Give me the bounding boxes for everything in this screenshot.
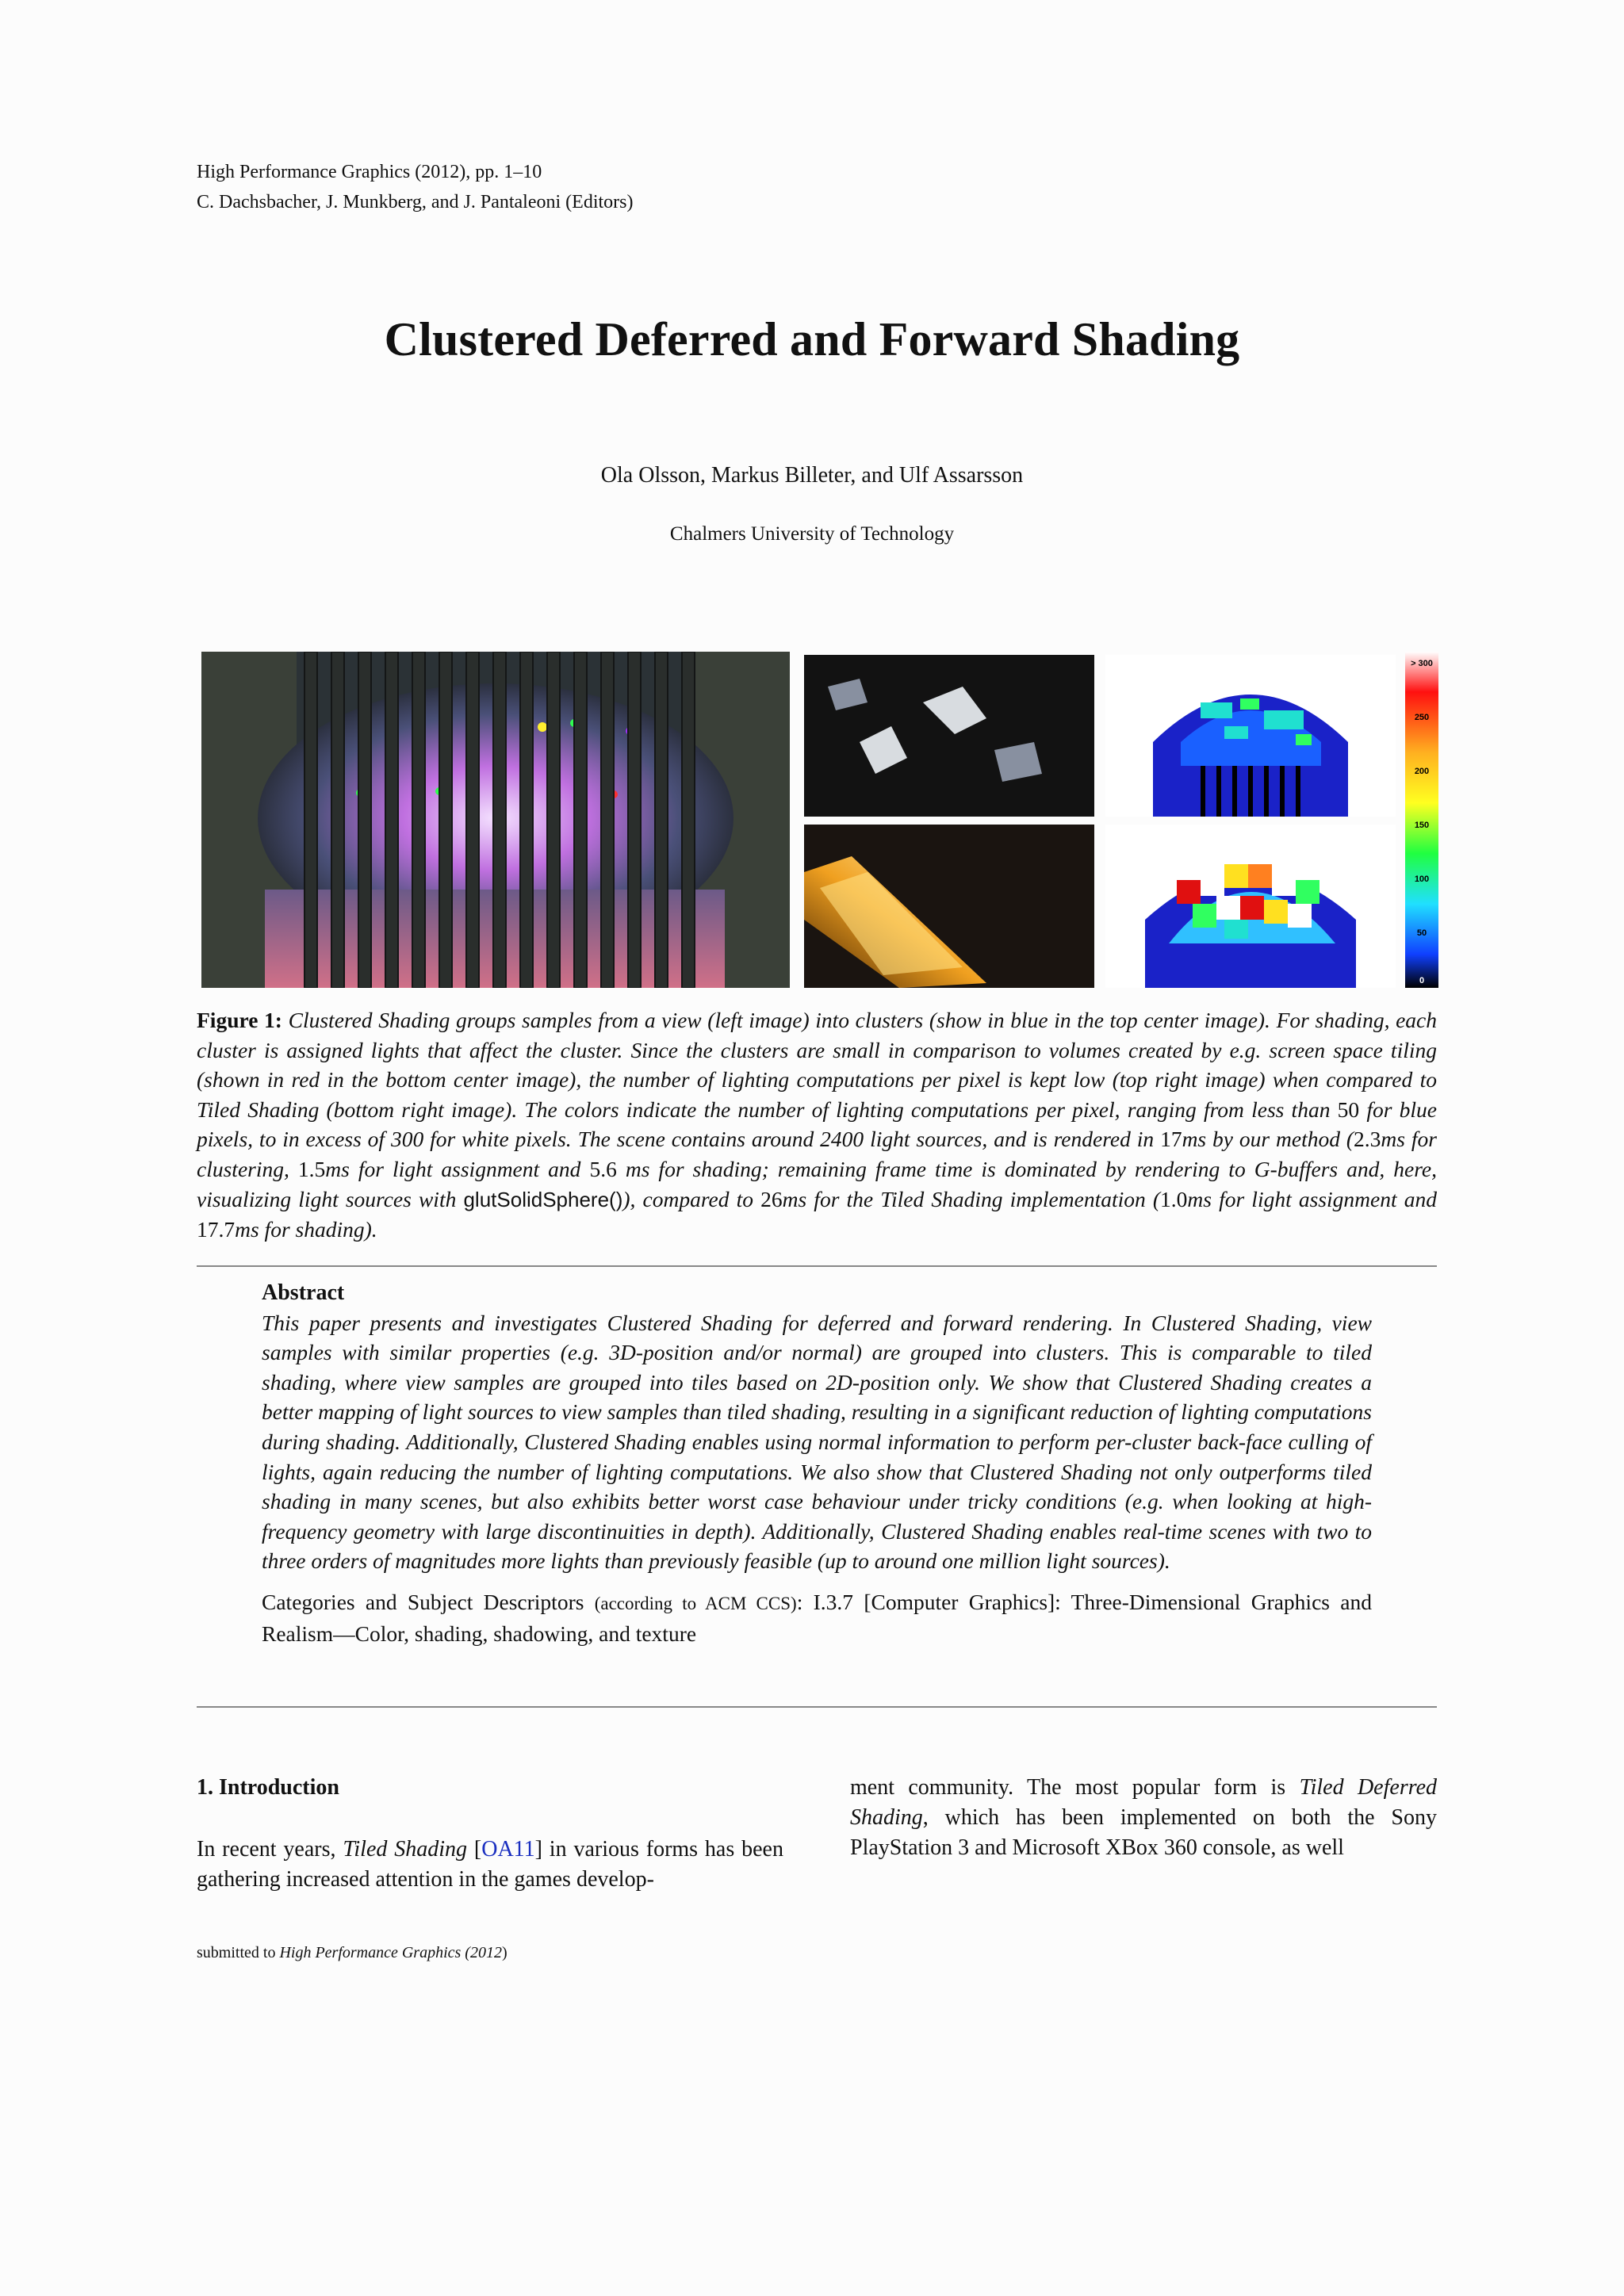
colorbar <box>1405 652 1438 988</box>
tile-visualization <box>804 825 1094 988</box>
figure-top-center-image <box>804 655 1094 817</box>
running-header <box>197 157 633 217</box>
cluster-visualization <box>804 655 1094 817</box>
abstract-heading: Abstract <box>262 1280 345 1305</box>
divider-bottom <box>197 1706 1437 1708</box>
column-right <box>850 1773 1437 1863</box>
colorbar-label-150: 150 <box>1414 821 1430 830</box>
colorbar-label-300: > 300 <box>1411 659 1433 668</box>
page-footer: submitted to High Performance Graphics (2012) <box>197 1944 508 1961</box>
heatmap-clustered <box>1105 655 1396 817</box>
colorbar-label-200: 200 <box>1414 767 1430 776</box>
figure-bottom-right-image <box>1105 825 1396 988</box>
header-editors: C. Dachsbacher, J. Munkberg, and J. Pantaleoni (Editors) <box>197 192 634 212</box>
colorbar-label-250: 250 <box>1414 713 1430 722</box>
colorbar-scale <box>1405 652 1438 988</box>
figure-caption: Figure 1: Clustered Shading groups samples from a view (left image) into clusters (show in blue in the top center image). For shading, each cluster is assigned lights that affect the cluster. Since the clusters are small in comparison to volumes created by e.g. screen space tiling (shown in red in the bottom center image), the number of lighting computations per pixel is kept low (top right image) when compared to Tiled Shading (bottom right image). The colors indicate the number of lighting computations per pixel, ranging from less than 50 for blue pixels, to in excess of 300 for white pixels. The scene contains around 2400 light sources, and is rendered in 17ms by our method (2.3ms for clustering, 1.5ms for light assignment and 5.6 ms for shading; remaining frame time is dominated by rendering to G-buffers and, here, visualizing light sources with glutSolidSphere()), compared to 26ms for the Tiled Shading implementation (1.0ms for light assignment and 17.7ms for shading). <box>197 1008 1438 1242</box>
divider-top <box>197 1265 1437 1267</box>
citation-link-oa11[interactable]: OA11 <box>481 1837 535 1862</box>
paper-title: Clustered Deferred and Forward Shading <box>384 313 1240 365</box>
colorbar-label-100: 100 <box>1414 874 1430 884</box>
affiliation: Chalmers University of Technology <box>669 523 955 545</box>
code-glutsolidsphere: glutSolidSphere() <box>463 1187 623 1211</box>
figure-bottom-center-image <box>804 825 1094 988</box>
header-venue: High Performance Graphics (2012), pp. 1–10 <box>197 162 542 182</box>
authors: Ola Olsson, Markus Billeter, and Ulf Assarsson <box>600 463 1024 488</box>
scene-render <box>201 652 790 988</box>
colorbar-label-0: 0 <box>1419 976 1425 985</box>
caption-text: Clustered Shading groups samples from a view (left image) into clusters (show in blue in the top center image). For shading, each cluster is assigned lights that affect the cluster. Since the clusters are small in comparison to volumes created by e.g. screen space tiling (shown in red in the bottom center image), the number of lighting computations per pixel is kept low (top right image) when compared to Tiled Shading (bottom right image). The colors indicate the number of lighting computations per pixel, ranging from less than <box>197 1008 1438 1122</box>
caption-label: Figure 1: <box>197 1008 282 1032</box>
figure-top-right-image <box>1105 655 1396 817</box>
section-heading-introduction: 1. Introduction <box>197 1775 339 1800</box>
intro-paragraph-left: In recent years, Tiled Shading [OA11] in various forms has been gathering increased attention in the games develop- <box>197 1837 783 1892</box>
column-left <box>197 1773 783 1895</box>
heatmap-tiled <box>1105 825 1396 988</box>
figure-left-image <box>201 652 790 988</box>
abstract-body: This paper presents and investigates Clustered Shading for deferred and forward rendering. In Clustered Shading, view samples with similar properties (e.g. 3D-position and/or normal) are grouped into clusters. This is comparable to tiled shading, where view samples are grouped into tiles based on 2D-position only. We show that Clustered Shading creates a better mapping of light sources to view samples than tiled shading, resulting in a significant reduction of lighting computations during shading. Additionally, Clustered Shading enables using normal information to perform per-cluster back-face culling of lights, again reducing the number of lighting computations. We also show that Clustered Shading not only outperforms tiled shading in many scenes, but also exhibits better worst case behaviour under tricky conditions (e.g. when looking at high-frequency geometry with large discontinuities in depth). Additionally, Clustered Shading enables real-time scenes with two to three orders of magnitudes more lights than previously feasible (up to around one million light sources). <box>262 1310 1372 1574</box>
figure-1 <box>201 652 1477 988</box>
abstract <box>262 1278 1372 1648</box>
ccs-categories: Categories and Subject Descriptors (according to ACM CCS): I.3.7 [Computer Graphics]: Three-Dimensional Graphics and Realism—Color, shading, shadowing, and texture <box>262 1589 1372 1646</box>
colorbar-label-50: 50 <box>1416 928 1427 938</box>
intro-paragraph-right: ment community. The most popular form is Tiled Deferred Shading, which has been implemented on both the Sony PlayStation 3 and Microsoft XBox 360 console, as well <box>850 1775 1438 1860</box>
